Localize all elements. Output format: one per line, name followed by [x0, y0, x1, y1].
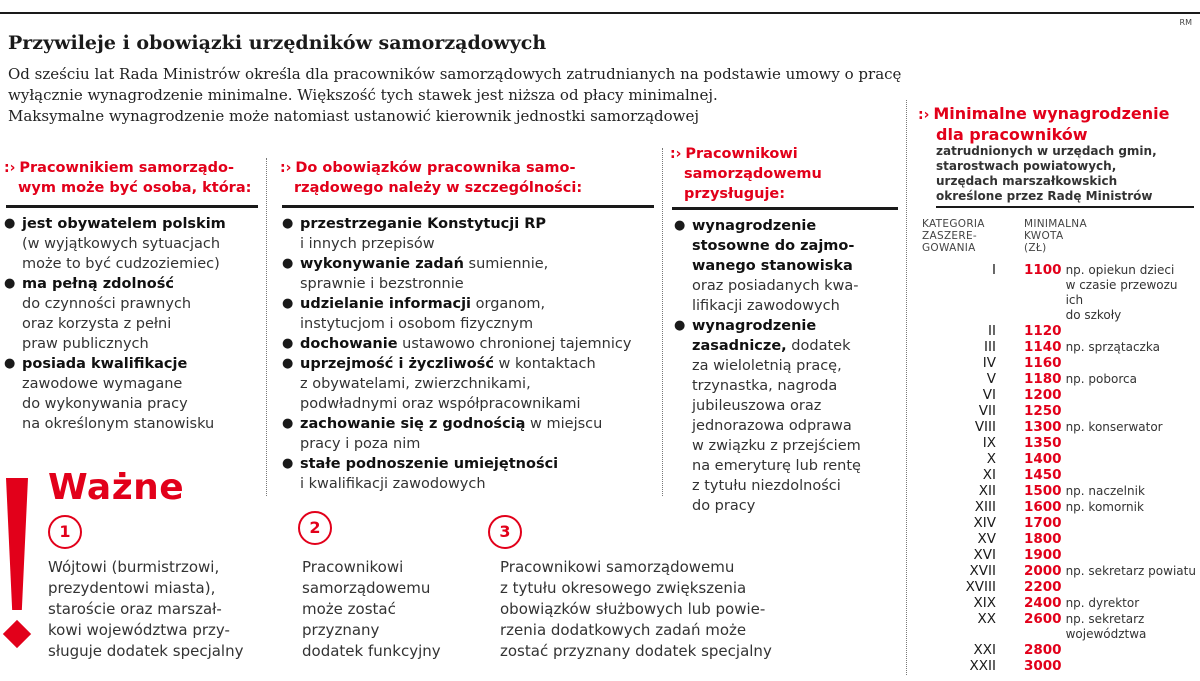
table-row — [912, 499, 1197, 515]
item-line: do czynności prawnych — [22, 296, 192, 312]
item-line: w związku z przejściem — [692, 438, 861, 454]
category-cell: XII — [978, 483, 996, 499]
bullet-marker-icon: :› — [918, 107, 930, 123]
example-line: np. sprzątaczka — [1065, 340, 1160, 354]
example-line: np. konserwator — [1065, 420, 1163, 434]
category-cell: II — [988, 323, 996, 339]
item-line: za wieloletnią pracę, — [692, 358, 842, 374]
amount-cell: 2000 — [1024, 563, 1062, 579]
category-cell: IV — [982, 355, 996, 371]
exclamation-dot-icon — [3, 620, 31, 648]
important-heading: Ważne — [48, 467, 185, 508]
category-cell: VIII — [974, 419, 996, 435]
column-divider — [266, 158, 267, 496]
heading-underline — [6, 205, 258, 208]
intro-line: wyłącznie wynagrodzenie minimalne. Większość tych stawek jest niższa od płacy minimalnej. — [8, 86, 718, 104]
table-row — [912, 355, 1197, 371]
col3-list — [674, 216, 904, 516]
example-cell — [1066, 611, 1147, 642]
item-bold: wykonywanie zadań — [300, 256, 464, 272]
wages-heading — [918, 104, 1198, 145]
list-item — [282, 294, 660, 334]
category-cell: V — [986, 371, 996, 387]
item-tail: ustawowo chronionej tajemnicy — [397, 336, 632, 352]
category-cell: IX — [982, 435, 996, 451]
list-item — [674, 216, 904, 316]
header-line: (ZŁ) — [1024, 242, 1047, 254]
header-line: MINIMALNA — [1024, 218, 1087, 230]
item-bold: zachowanie się z godnością — [300, 416, 526, 432]
note-line: prezydentowi miasta), — [48, 579, 216, 597]
example-line: do szkoły — [1065, 308, 1122, 322]
item-bold: stałe podnoszenie umiejętności — [300, 456, 559, 472]
item-bold: posiada kwalifikacje — [22, 356, 188, 372]
category-cell: XVI — [973, 547, 996, 563]
list-item — [282, 414, 660, 454]
item-line: z tytułu niezdolności — [692, 478, 841, 494]
note-2 — [302, 557, 482, 662]
table-row — [912, 419, 1197, 435]
heading-underline — [672, 207, 898, 210]
table-row — [912, 467, 1197, 483]
item-line: trzynastka, nagroda — [692, 378, 838, 394]
category-cell: XVII — [969, 563, 996, 579]
item-bold: udzielanie informacji — [300, 296, 472, 312]
header-line: ZASZERE- — [922, 230, 977, 242]
example-line: np. poborca — [1065, 372, 1137, 386]
item-line: lifikacji zawodowych — [692, 298, 840, 314]
note-line: sługuje dodatek specjalny — [48, 642, 244, 660]
item-line: oraz posiadanych kwa- — [692, 278, 859, 294]
item-bold: zasadnicze, — [692, 338, 787, 354]
item-bold: ● wynagrodzenie — [692, 218, 817, 234]
item-bold: dochowanie — [300, 336, 398, 352]
table-row — [912, 403, 1197, 419]
heading-line: wym może być osoba, która: — [18, 180, 252, 196]
amount-cell: 1180 — [1024, 371, 1062, 387]
example-cell — [1066, 371, 1137, 387]
example-cell — [1066, 262, 1197, 323]
item-tail: organom, — [471, 296, 546, 312]
example-cell — [1066, 419, 1163, 435]
wages-table — [912, 262, 1197, 674]
example-cell — [1066, 483, 1145, 499]
table-row — [912, 435, 1197, 451]
item-bold: ma pełną zdolność — [22, 276, 174, 292]
example-line: np. komornik — [1065, 500, 1144, 514]
amount-cell: 1450 — [1024, 467, 1062, 483]
list-item — [282, 354, 660, 414]
example-line: np. sekretarz — [1065, 612, 1145, 626]
subheading-line: urzędach marszałkowskich — [936, 174, 1118, 188]
col3-heading — [670, 144, 900, 204]
heading-underline — [282, 205, 654, 208]
item-line: zawodowe wymagane — [22, 376, 183, 392]
list-item — [282, 334, 660, 354]
table-row — [912, 371, 1197, 387]
item-line: na określonym stanowisku — [22, 416, 215, 432]
column-header-category — [922, 218, 985, 254]
top-rule — [0, 12, 1200, 14]
list-item — [282, 214, 660, 254]
amount-cell: 2600 — [1024, 611, 1062, 627]
item-line: sprawnie i bezstronnie — [300, 276, 464, 292]
item-bold: stosowne do zajmo- — [692, 238, 855, 254]
author-credit: RM — [1179, 18, 1192, 27]
amount-cell: 1120 — [1024, 323, 1062, 339]
example-line: np. sekretarz powiatu — [1065, 564, 1196, 578]
column-header-amount — [1024, 218, 1087, 254]
table-row — [912, 611, 1197, 642]
item-line: i innych przepisów — [300, 236, 435, 252]
note-3 — [500, 557, 820, 662]
table-row — [912, 262, 1197, 323]
table-row — [912, 515, 1197, 531]
amount-cell: 1900 — [1024, 547, 1062, 563]
note-line: Pracownikowi samorządowemu — [500, 558, 735, 576]
heading-line: rządowego należy w szczególności: — [294, 180, 583, 196]
exclamation-icon — [6, 478, 28, 610]
category-cell: VI — [982, 387, 996, 403]
item-line: i kwalifikacji zawodowych — [300, 476, 486, 492]
page-title: Przywileje i obowiązki urzędników samorządowych — [8, 32, 547, 54]
note-line: dodatek funkcyjny — [302, 642, 441, 660]
amount-cell: 1100 — [1024, 262, 1062, 278]
table-row — [912, 642, 1197, 658]
amount-cell: 1600 — [1024, 499, 1062, 515]
category-cell: XIII — [974, 499, 996, 515]
amount-cell: 3000 — [1024, 658, 1062, 674]
note-1 — [48, 557, 278, 662]
heading-underline — [936, 206, 1194, 208]
col1-heading — [4, 158, 262, 198]
item-line: do wykonywania pracy — [22, 396, 188, 412]
category-cell: III — [984, 339, 996, 355]
heading-line: Pracownikiem samorządo- — [19, 160, 235, 176]
subheading-line: określone przez Radę Ministrów — [936, 189, 1153, 203]
category-cell: XV — [977, 531, 996, 547]
heading-line: samorządowemu — [684, 166, 822, 182]
category-cell: XX — [977, 611, 996, 627]
item-line: z obywatelami, zwierzchnikami, — [300, 376, 531, 392]
amount-cell: 1400 — [1024, 451, 1062, 467]
category-cell: XXII — [969, 658, 996, 674]
table-row — [912, 451, 1197, 467]
category-cell: I — [992, 262, 996, 278]
header-line: GOWANIA — [922, 242, 976, 254]
item-line: instytucjom i osobom fizycznym — [300, 316, 534, 332]
bullet-marker-icon: :› — [4, 160, 16, 176]
subheading-line: starostwach powiatowych, — [936, 159, 1117, 173]
note-line: przyznany — [302, 621, 380, 639]
example-line: w czasie przewozu ich — [1065, 278, 1178, 307]
bullet-marker-icon: :› — [670, 146, 682, 162]
header-line: KATEGORIA — [922, 218, 985, 230]
amount-cell: 1160 — [1024, 355, 1062, 371]
list-item — [674, 316, 904, 516]
table-row — [912, 531, 1197, 547]
category-cell: XIX — [973, 595, 996, 611]
header-line: KWOTA — [1024, 230, 1064, 242]
item-line: podwładnymi oraz współpracownikami — [300, 396, 581, 412]
note-number-badge: 2 — [298, 511, 332, 545]
example-line: np. opiekun dzieci — [1065, 263, 1175, 277]
item-bold: przestrzeganie Konstytucji RP — [300, 216, 547, 232]
item-tail: w kontaktach — [493, 356, 596, 372]
category-cell: VII — [978, 403, 996, 419]
table-row — [912, 387, 1197, 403]
note-line: staroście oraz marszał- — [48, 600, 222, 618]
item-line: oraz korzysta z pełni — [22, 316, 172, 332]
note-line: kowi województwa przy- — [48, 621, 230, 639]
item-line: na emeryturę lub rentę — [692, 458, 861, 474]
list-item — [4, 274, 262, 354]
heading-line: Do obowiązków pracownika samo- — [295, 160, 576, 176]
amount-cell: 1500 — [1024, 483, 1062, 499]
item-bold: wanego stanowiska — [692, 258, 853, 274]
example-line: np. dyrektor — [1065, 596, 1140, 610]
intro-text — [8, 64, 1068, 127]
item-line: (w wyjątkowych sytuacjach — [22, 236, 221, 252]
example-cell — [1066, 339, 1160, 355]
table-row — [912, 595, 1197, 611]
item-line: praw publicznych — [22, 336, 149, 352]
item-tail: w miejscu — [525, 416, 603, 432]
wages-subheading — [936, 144, 1198, 204]
list-item — [282, 454, 660, 494]
column-divider — [662, 148, 663, 496]
item-tail: sumiennie, — [463, 256, 549, 272]
heading-line: dla pracowników — [936, 125, 1088, 144]
subheading-line: zatrudnionych w urzędach gmin, — [936, 144, 1157, 158]
table-row — [912, 339, 1197, 355]
item-bold: uprzejmość i życzliwość — [300, 356, 494, 372]
category-cell: XXI — [973, 642, 996, 658]
note-line: Pracownikowi — [302, 558, 404, 576]
example-cell — [1066, 595, 1140, 611]
table-row — [912, 483, 1197, 499]
note-number-badge: 3 — [488, 515, 522, 549]
list-item — [4, 214, 262, 274]
item-line: do pracy — [692, 498, 756, 514]
note-line: samorządowemu — [302, 579, 431, 597]
example-line: np. naczelnik — [1065, 484, 1145, 498]
amount-cell: 1800 — [1024, 531, 1062, 547]
heading-line: przysługuje: — [684, 186, 786, 202]
list-item — [282, 254, 660, 294]
intro-line: Od sześciu lat Rada Ministrów określa dla pracowników samorządowych zatrudnianych na podstawie umowy o pracę — [8, 65, 902, 83]
intro-line: Maksymalne wynagrodzenie może natomiast ustanowić kierownik jednostki samorządowej — [8, 107, 700, 125]
table-row — [912, 658, 1197, 674]
item-line: może to być cudzoziemiec) — [22, 256, 220, 272]
bullet-marker-icon: :› — [280, 160, 292, 176]
amount-cell: 1350 — [1024, 435, 1062, 451]
category-cell: X — [986, 451, 996, 467]
table-row — [912, 579, 1197, 595]
note-line: rzenia dodatkowych zadań może — [500, 621, 747, 639]
example-cell — [1066, 563, 1196, 579]
note-number-badge: 1 — [48, 515, 82, 549]
amount-cell: 2800 — [1024, 642, 1062, 658]
item-line: pracy i poza nim — [300, 436, 421, 452]
note-line: obowiązków służbowych lub powie- — [500, 600, 766, 618]
category-cell: XVIII — [965, 579, 996, 595]
column-divider — [906, 100, 907, 675]
note-line: może zostać — [302, 600, 396, 618]
list-item — [4, 354, 262, 434]
example-line: województwa — [1065, 627, 1147, 641]
amount-cell: 2200 — [1024, 579, 1062, 595]
item-line: jednorazowa odprawa — [692, 418, 852, 434]
col2-list — [282, 214, 660, 494]
heading-line: Minimalne wynagrodzenie — [933, 104, 1170, 123]
col2-heading — [280, 158, 658, 198]
amount-cell: 1140 — [1024, 339, 1062, 355]
category-cell: XIV — [973, 515, 996, 531]
category-cell: XI — [982, 467, 996, 483]
table-row — [912, 547, 1197, 563]
amount-cell: 1300 — [1024, 419, 1062, 435]
note-line: Wójtowi (burmistrzowi, — [48, 558, 220, 576]
note-line: z tytułu okresowego zwiększenia — [500, 579, 747, 597]
amount-cell: 1250 — [1024, 403, 1062, 419]
amount-cell: 1700 — [1024, 515, 1062, 531]
table-row — [912, 563, 1197, 579]
note-line: zostać przyznany dodatek specjalny — [500, 642, 772, 660]
item-bold: ● wynagrodzenie — [692, 318, 817, 334]
amount-cell: 1200 — [1024, 387, 1062, 403]
item-line: jubileuszowa oraz — [692, 398, 822, 414]
table-row — [912, 323, 1197, 339]
example-cell — [1066, 499, 1144, 515]
item-tail: dodatek — [786, 338, 851, 354]
heading-line: Pracownikowi — [685, 146, 798, 162]
amount-cell: 2400 — [1024, 595, 1062, 611]
col1-list — [4, 214, 262, 434]
item-bold: jest obywatelem polskim — [22, 216, 226, 232]
